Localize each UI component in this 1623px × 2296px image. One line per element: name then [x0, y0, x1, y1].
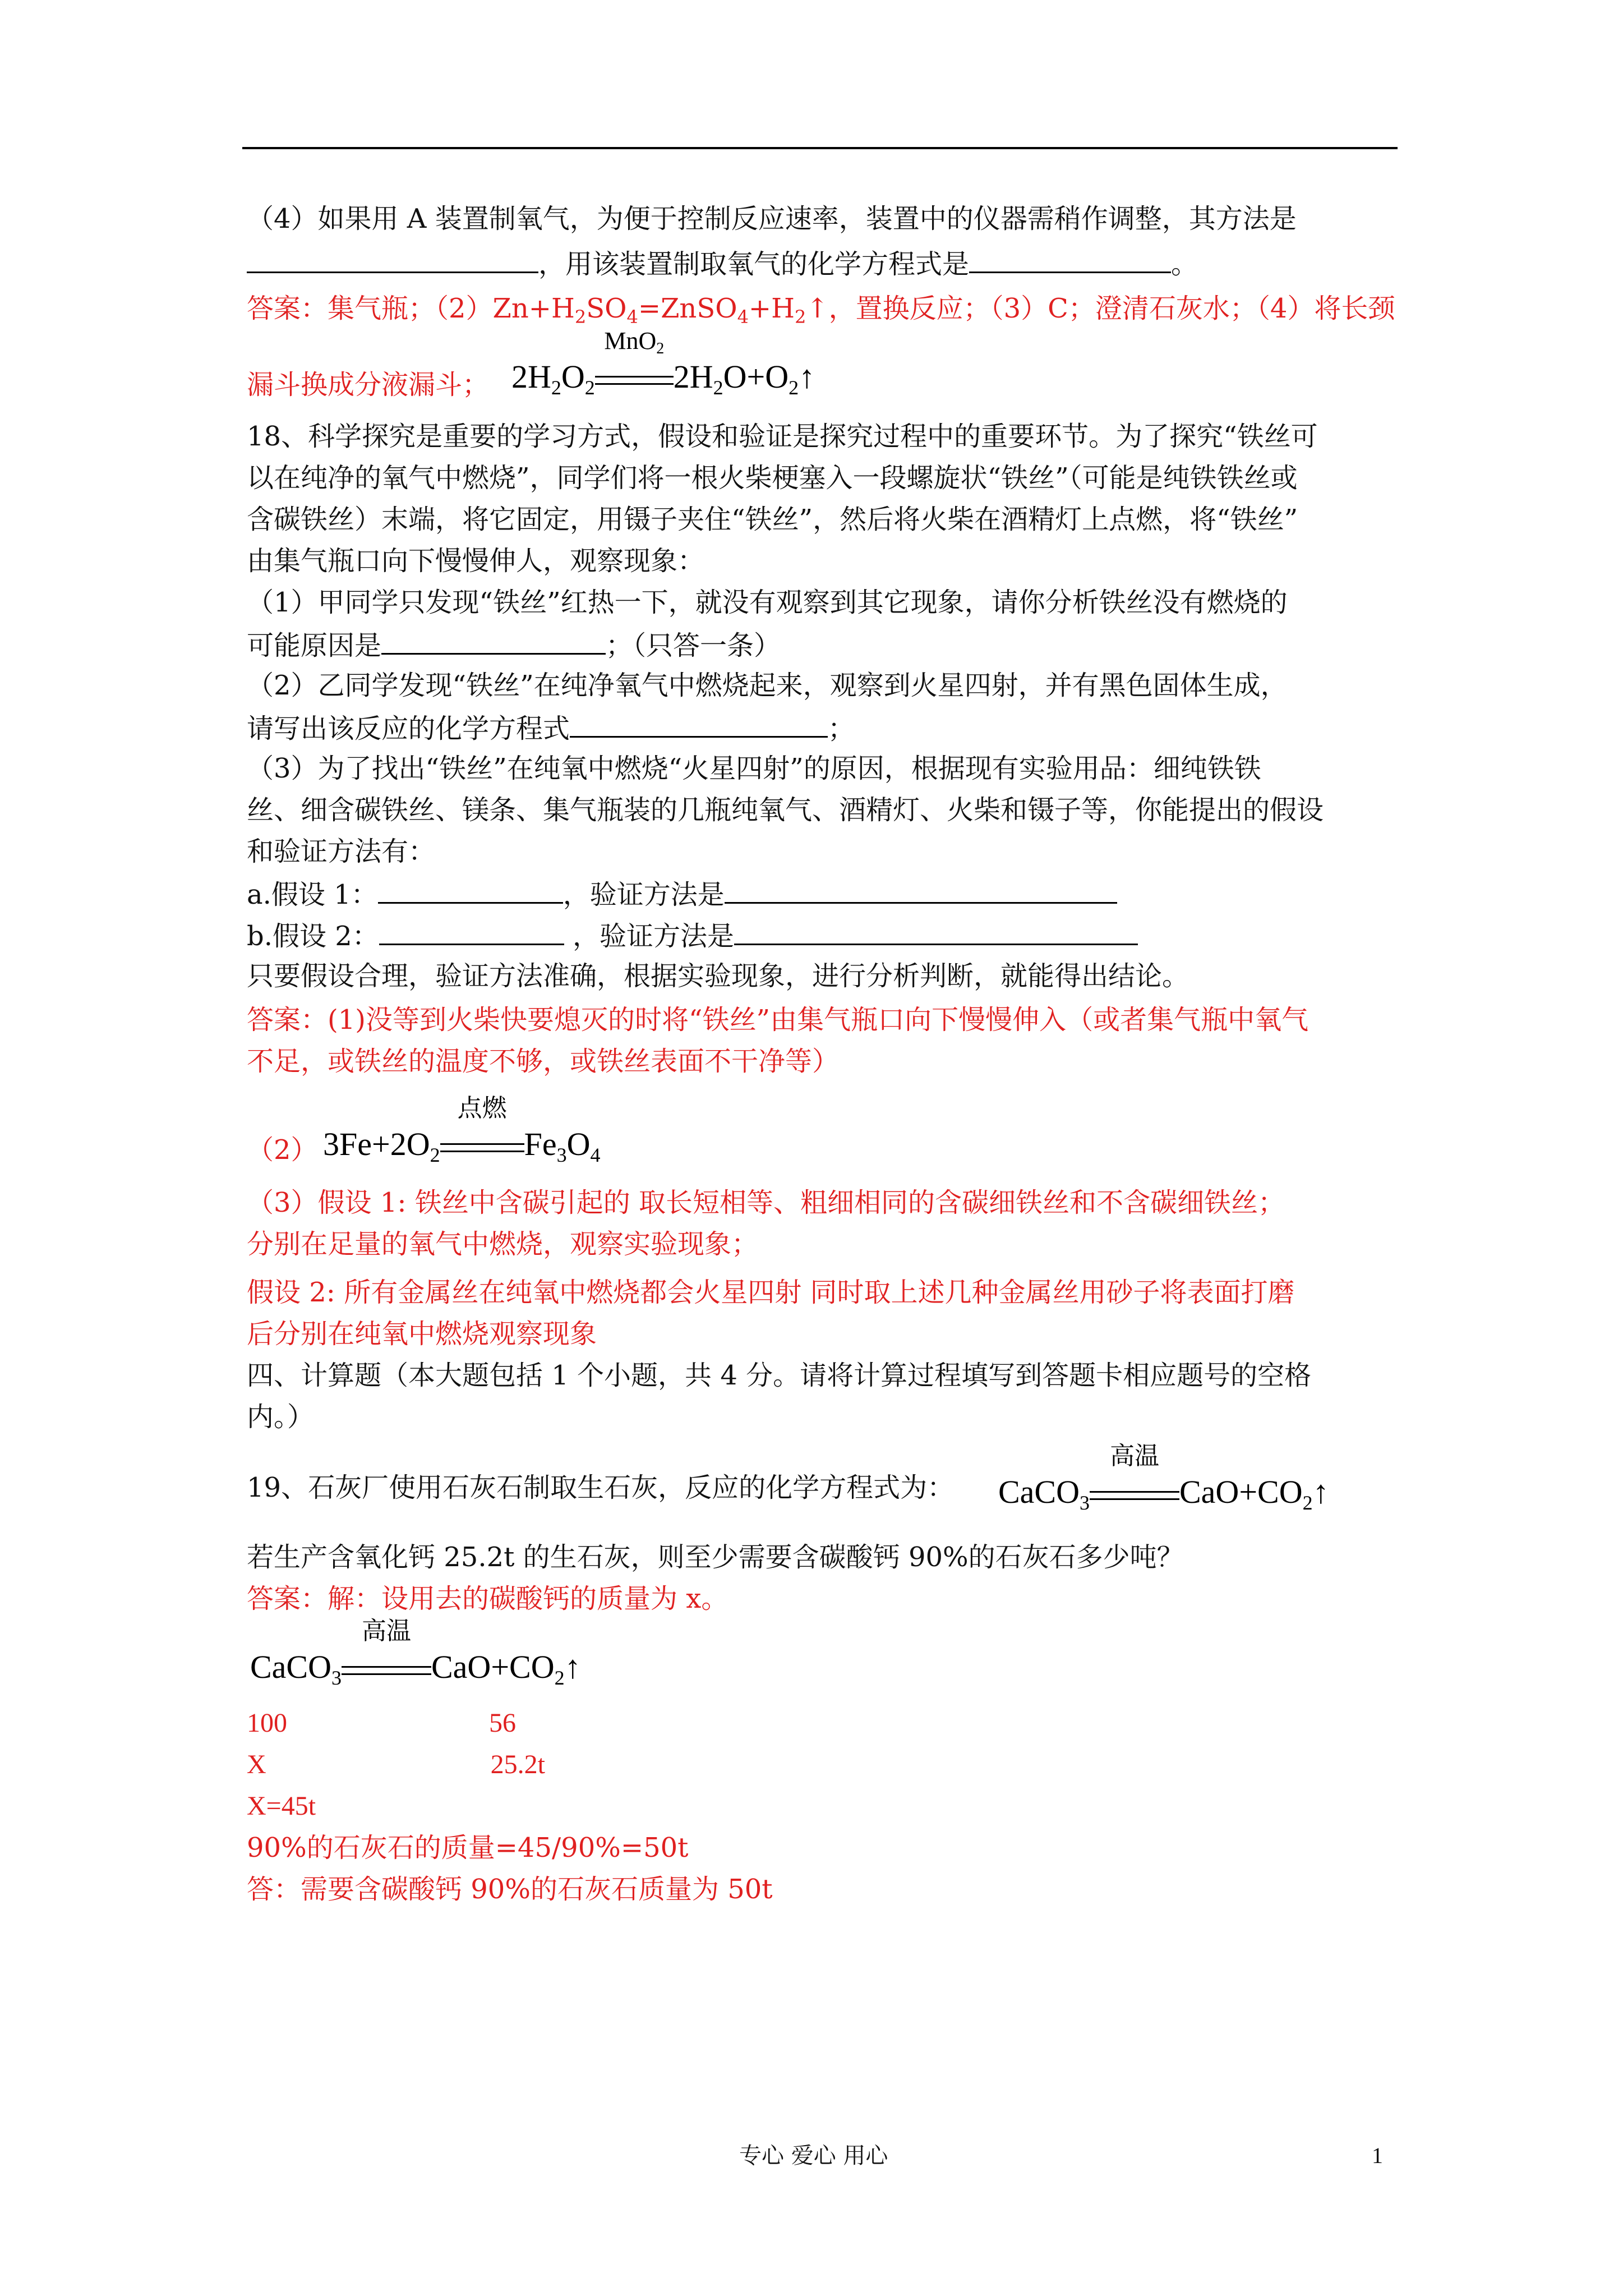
section4-heading-line1: 四、计算题（本大题包括 1 个小题，共 4 分。请将计算过程填写到答题卡相应题号的空格	[247, 1360, 1312, 1391]
q18-line3: 含碳铁丝）末端，将它固定，用镊子夹住“铁丝”，然后将火柴在酒精灯上点燃，将“铁丝”	[247, 504, 1298, 535]
q18-answer-line6: 假设 2: 所有金属丝在纯氧中燃烧都会火星四射 同时取上述几种金属丝用砂子将表面打磨	[247, 1277, 1295, 1308]
page-number: 1	[1372, 2143, 1383, 2168]
q19-line2: 若生产含氧化钙 25.2t 的生石灰，则至少需要含碳酸钙 90%的石灰石多少吨？	[247, 1542, 1184, 1573]
answer-blank[interactable]	[379, 917, 564, 945]
q18-answer-line4: （3）假设 1: 铁丝中含碳引起的 取长短相等、粗细相同的含碳细铁丝和不含碳细铁丝；	[247, 1187, 1285, 1218]
answer-blank[interactable]	[570, 709, 828, 738]
equation-limestone-decomposition-answer: CaCO$_3$ 高温 $CaO+CO_2↑$	[250, 1617, 581, 1689]
q18-answer-line2: 不足，或铁丝的温度不够，或铁丝表面不干净等）	[247, 1046, 840, 1077]
answer-blank[interactable]	[969, 245, 1171, 273]
result-x: X=45t	[247, 1791, 316, 1821]
q18-answer-line1: 答案：(1)没等到火柴快要熄灭的时将“铁丝”由集气瓶口向下慢慢伸入（或者集气瓶中氧气	[247, 1004, 1309, 1036]
q17-answer-line1: 答案：集气瓶；$(2)Zn+H_2SO_4=ZnSO_4+H_2↑$，置换反应；（3）C；澄清石灰水；（4）将长颈	[247, 293, 1395, 328]
q18-line8: 请写出该反应的化学方程式 ；	[247, 709, 855, 747]
q17-answer-line2: 漏斗换成分液漏斗；	[247, 369, 490, 401]
header-rule	[242, 147, 1398, 149]
q18-answer-part2-label: （2）	[247, 1134, 318, 1166]
q17-part4-line1: （4）如果用 A 装置制氧气，为便于控制反应速率，装置中的仪器需稍作调整，其方法是	[247, 203, 1297, 234]
q19-line1: 19、石灰厂使用石灰石制取生石灰，反应的化学方程式为：	[247, 1472, 955, 1503]
answer-blank[interactable]	[378, 875, 563, 904]
q18-line4: 由集气瓶口向下慢慢伸人，观察现象：	[247, 545, 705, 577]
q18-line2: 以在纯净的氧气中燃烧”，同学们将一根火柴梗塞入一段螺旋状“铁丝”（可能是纯铁铁丝或	[247, 462, 1298, 494]
answer-blank[interactable]	[247, 245, 538, 273]
answer-blank[interactable]	[734, 917, 1138, 945]
equation-h2o2-decomposition: $2H_2O_2$ MnO$_2$ $2H_2O+O_2↑$	[511, 327, 815, 399]
section4-heading-line2: 内。）	[247, 1401, 315, 1433]
answer-blank[interactable]	[381, 626, 606, 655]
q18-answer-line7: 后分别在纯氧中燃烧观察现象	[247, 1318, 597, 1350]
q18-line9: （3）为了找出“铁丝”在纯氧中燃烧“火星四射”的原因，根据现有实验用品：细纯铁铁	[247, 753, 1261, 784]
q18-line5: （1）甲同学只发现“铁丝”红热一下，就没有观察到其它现象，请你分析铁丝没有燃烧的	[247, 587, 1288, 618]
ratio-row-1: 100 56	[247, 1708, 516, 1738]
q18-line11: 和验证方法有：	[247, 836, 436, 867]
q18-answer-line5: 分别在足量的氧气中燃烧，观察实验现象；	[247, 1228, 759, 1260]
equation-limestone-decomposition: CaCO$_3$ 高温 $CaO+CO_2↑$	[998, 1442, 1329, 1514]
q18-line14: 只要假设合理，验证方法准确，根据实验现象，进行分析判断，就能得出结论。	[247, 960, 1189, 992]
hypothesis-2-line: b.假设 2： ，验证方法是	[247, 917, 1138, 954]
footer-motto: 专心 爱心 用心	[739, 2143, 888, 2169]
ratio-row-2: X 25.2t	[247, 1750, 546, 1779]
answer-blank[interactable]	[725, 875, 1117, 904]
final-answer: 答：需要含碳酸钙 90%的石灰石质量为 50t	[247, 1874, 773, 1905]
q18-line7: （2）乙同学发现“铁丝”在纯净氧气中燃烧起来，观察到火星四射，并有黑色固体生成，	[247, 670, 1288, 701]
q19-answer-line1: 答案：解：设用去的碳酸钙的质量为 x。	[247, 1583, 728, 1614]
limestone-mass-calc: 90%的石灰石的质量=45/90%=50t	[247, 1832, 689, 1864]
q17-part4-line2: ，用该装置制取氧气的化学方程式是 。	[247, 245, 1198, 282]
equation-iron-combustion: $3Fe+2O_2$ 点燃 $Fe_3O_4$	[323, 1094, 601, 1166]
hypothesis-1-line: a.假设 1： ，验证方法是	[247, 875, 1117, 913]
q18-line1: 18、科学探究是重要的学习方式，假设和验证是探究过程中的重要环节。为了探究“铁丝可	[247, 421, 1318, 452]
q18-line10: 丝、细含碳铁丝、镁条、集气瓶装的几瓶纯氧气、酒精灯、火柴和镊子等，你能提出的假设	[247, 794, 1324, 826]
q18-line6: 可能原因是 ；（只答一条）	[247, 626, 781, 664]
